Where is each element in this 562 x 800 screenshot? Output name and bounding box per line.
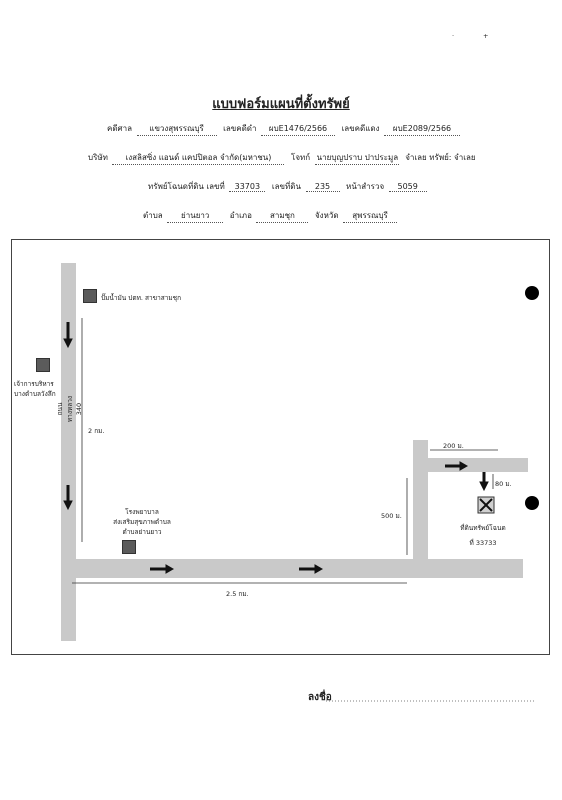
plaintiff-value: นายบุญปราบ ปาประมูล bbox=[315, 151, 399, 165]
company-value: เงสลิสซิ่ง แอนด์ แคปปิตอล จำกัด(มหาชน) bbox=[112, 151, 284, 165]
down-arrow-icon bbox=[64, 322, 72, 347]
property-label-1: ที่ดินทรัพย์โฉนด bbox=[460, 524, 506, 532]
plaintiff-label: โจทก์ bbox=[291, 153, 311, 162]
gas-station-label: ปั๊มน้ำมัน ปตท. สาขาสามชุก bbox=[101, 294, 182, 302]
deed-value: 33703 bbox=[229, 182, 265, 192]
distance-500m: 500 ม. bbox=[381, 512, 402, 520]
corner-mark: + bbox=[483, 32, 489, 40]
right-arrow-icon bbox=[299, 565, 322, 573]
office-label-1: เจ้าการบริหาร bbox=[14, 380, 54, 388]
court-value: แขวงสุพรรณบุรี bbox=[137, 122, 217, 136]
deed-label: ทรัพย์โฉนดที่ดิน เลขที่ bbox=[148, 182, 225, 191]
district-label: อำเภอ bbox=[229, 211, 252, 220]
subdistrict-value: ย่านยาว bbox=[167, 209, 223, 223]
down-arrow-icon bbox=[64, 485, 72, 509]
red-case-label: เลขคดีแดง bbox=[341, 124, 380, 133]
distance-2-5km: 2.5 กม. bbox=[226, 590, 249, 598]
company-label: บริษัท bbox=[88, 153, 108, 162]
corner-mark: · bbox=[452, 32, 455, 40]
land-no-value: 235 bbox=[306, 182, 340, 192]
office-label-2: บางตำบลวังลึก bbox=[14, 390, 56, 398]
distance-200m: 200 ม. bbox=[443, 442, 464, 450]
province-label: จังหวัด bbox=[314, 211, 339, 220]
right-arrow-icon bbox=[150, 565, 173, 573]
red-case-value: ผบE2089/2566 bbox=[384, 122, 460, 136]
survey-label: หน้าสำรวจ bbox=[346, 182, 385, 191]
distance-2km: 2 กม. bbox=[88, 427, 105, 435]
land-no-label: เลขที่ดิน bbox=[271, 182, 301, 191]
property-marker-icon bbox=[478, 497, 494, 513]
hospital-label-2: ส่งเสริมสุขภาพตำบล bbox=[113, 518, 171, 526]
right-arrow-icon bbox=[445, 462, 467, 470]
down-arrow-icon bbox=[480, 472, 488, 490]
signature-label: ลงชื่อ bbox=[308, 692, 332, 703]
province-value: สุพรรณบุรี bbox=[343, 209, 397, 223]
highway-name: ถนนทางหลวง 340 bbox=[56, 395, 83, 423]
black-case-value: ผบE1476/2566 bbox=[261, 122, 335, 136]
hospital-label-1: โรงพยาบาล bbox=[125, 508, 159, 516]
subdistrict-label: ตำบล bbox=[143, 211, 163, 220]
district-value: สามชุก bbox=[256, 209, 308, 223]
distance-80m: 80 ม. bbox=[495, 480, 512, 488]
survey-value: 5059 bbox=[389, 182, 427, 192]
property-label-2: ที่ 33733 bbox=[469, 539, 497, 547]
court-label: คดีศาล bbox=[107, 124, 133, 133]
defendant-suffix: จำเลย ทรัพย์: จำเลย bbox=[405, 153, 476, 162]
page-title: แบบฟอร์มแผนที่ตั้งทรัพย์ bbox=[212, 97, 350, 112]
hospital-label-3: ตำบลย่านยาว bbox=[122, 528, 162, 536]
black-case-label: เลขคดีดำ bbox=[223, 124, 257, 133]
